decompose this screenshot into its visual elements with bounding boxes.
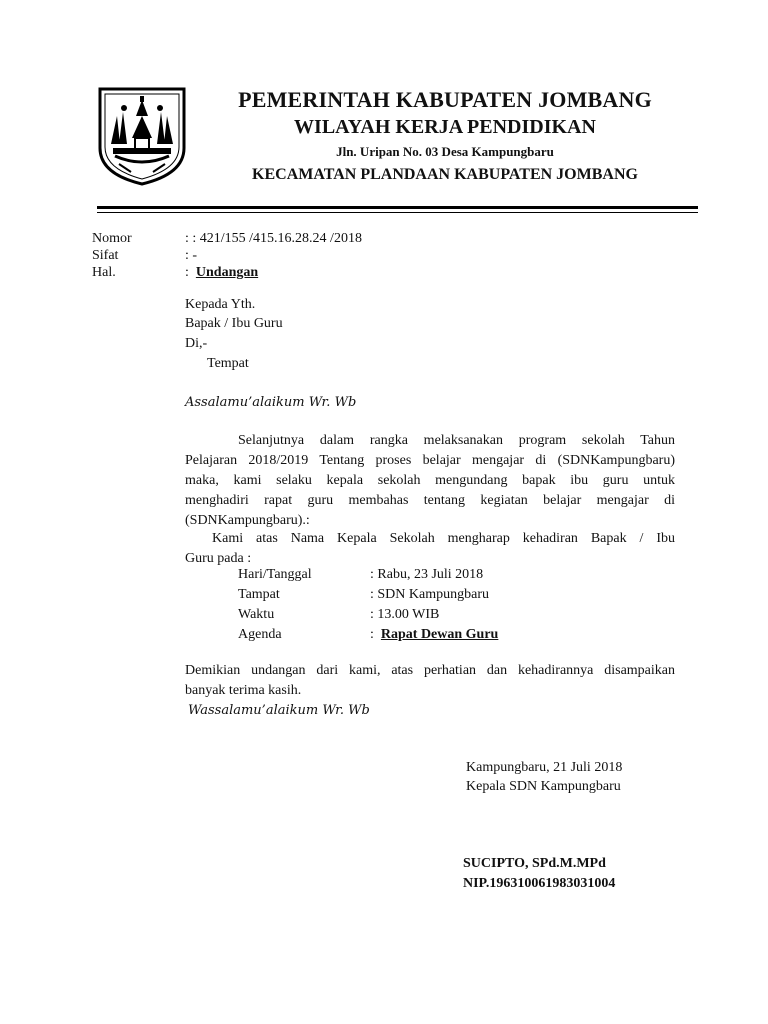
sifat-label: Sifat [92, 248, 119, 263]
recipient-line-2: Bapak / Ibu Guru [185, 316, 283, 331]
body-p1-line: maka, kami selaku kepala sekolah mengundang bapak ibu guru untuk [185, 473, 675, 488]
body-p2-line: Guru pada : [185, 551, 252, 566]
signature-name: SUCIPTO, SPd.M.MPd [463, 856, 606, 871]
detail-value: : SDN Kampungbaru [370, 587, 489, 602]
body-paragraph-1 [185, 431, 675, 531]
letterhead-divider-thin [97, 212, 698, 213]
detail-value: : Rabu, 23 Juli 2018 [370, 567, 484, 582]
nomor-label: Nomor [92, 231, 132, 246]
body-p1-line: Selanjutnya dalam rangka melaksanakan program sekolah Tahun [238, 433, 675, 448]
hal-label: Hal. [92, 265, 116, 280]
body-paragraph-2 [185, 529, 675, 569]
closing-line: Demikian undangan dari kami, atas perhatian dan kehadirannya disampaikan [185, 663, 675, 678]
detail-key: Agenda [238, 627, 282, 642]
body-p2-line: Kami atas Nama Kepala Sekolah mengharap kehadiran Bapak / Ibu [212, 531, 675, 546]
recipient-line-3: Di,- [185, 336, 208, 351]
header-government-title: PEMERINTAH KABUPATEN JOMBANG [238, 87, 652, 112]
detail-value: : Rapat Dewan Guru [370, 627, 499, 642]
detail-key: Waktu [238, 607, 275, 622]
signature-position: Kepala SDN Kampungbaru [466, 779, 621, 794]
letterhead-divider-thick [97, 206, 698, 209]
opening-greeting: Assalamu’alaikum Wr. Wb [185, 395, 357, 410]
recipient-line-4: Tempat [207, 356, 249, 371]
recipient-line-1: Kepada Yth. [185, 297, 256, 312]
regency-crest-icon [97, 86, 187, 186]
detail-key: Tampat [238, 587, 280, 602]
header-work-area-title: WILAYAH KERJA PENDIDIKAN [294, 116, 596, 138]
closing-salam: Wassalamu’alaikum Wr. Wb [188, 703, 370, 718]
signature-nip: NIP.196310061983031004 [463, 876, 616, 891]
header-district-title: KECAMATAN PLANDAAN KABUPATEN JOMBANG [252, 166, 638, 183]
sifat-value: : - [185, 248, 198, 263]
hal-value: : Undangan [185, 265, 259, 280]
body-p1-line: menghadiri rapat guru membahas tentang kegiatan belajar mengajar di [185, 493, 675, 508]
hal-subject: Undangan [195, 265, 259, 280]
body-p1-line: Pelajaran 2018/2019 Tentang proses belajar mengajar di (SDNKampungbaru) [185, 453, 675, 468]
closing-line: banyak terima kasih. [185, 683, 302, 698]
detail-key: Hari/Tanggal [238, 567, 312, 582]
nomor-value: : : 421/155 /415.16.28.24 /2018 [185, 231, 362, 246]
closing-paragraph [185, 661, 675, 701]
body-p1-line: (SDNKampungbaru).: [185, 513, 310, 528]
agenda-value: Rapat Dewan Guru [380, 627, 499, 642]
signature-place-date: Kampungbaru, 21 Juli 2018 [466, 760, 623, 775]
detail-value: : 13.00 WIB [370, 607, 440, 622]
header-address: Jln. Uripan No. 03 Desa Kampungbaru [336, 144, 554, 159]
